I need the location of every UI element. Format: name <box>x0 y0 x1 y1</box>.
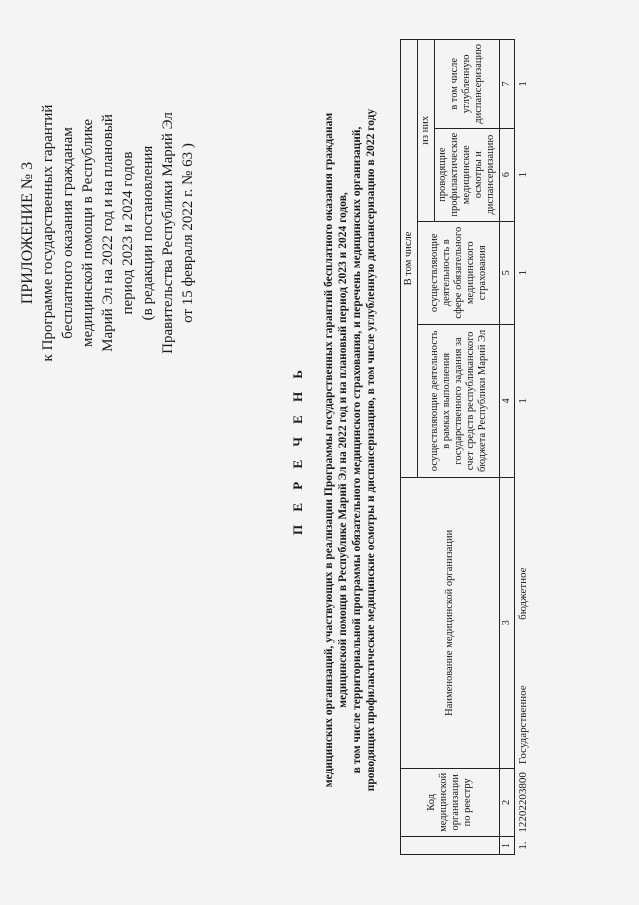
column-number: 7 <box>500 40 515 129</box>
appendix-title: ПРИЛОЖЕНИЕ № 3 <box>19 161 36 305</box>
appendix-line: медицинской помощи в Республике <box>80 118 96 348</box>
subtitle-line: медицинской помощи в Республике Марий Эл на 2022 год и на плановый период 2023 и 2024 годов, <box>337 192 349 708</box>
row-value: 1 <box>517 398 529 404</box>
row-value: 1 <box>517 81 529 87</box>
subtitle-line: проводящих профилактические медицинские осмотры и диспансеризацию, в том числе углубленную диспансеризацию в 2022 году <box>365 108 377 792</box>
row-value: 1 <box>517 269 529 276</box>
appendix-line: период 2023 и 2024 годов <box>120 151 136 315</box>
header-cell-deep-dispensary: в том числе углубленную диспансеризацию <box>435 40 500 129</box>
header-cell-prophylactic: проводящие профилактические медицинские осмотры и диспансеризацию <box>435 128 500 221</box>
appendix-block <box>18 73 198 393</box>
row-index: 1. <box>517 841 529 850</box>
header-cell-code: Код медицинской организации по реестру <box>401 768 500 837</box>
column-number: 6 <box>500 128 515 221</box>
header-cell-of-them: из них <box>418 40 435 222</box>
header-cell-state-task: осуществляющие деятельность в рамках выполнения государственного задания за счет средств республиканского бюджета Республики Марий Эл <box>418 324 500 477</box>
header-cell-in-total: В том числе <box>401 40 418 478</box>
subtitle-line: медицинских организаций, участвующих в реализации Программы государственных гарантий бесплатного оказания гражданам <box>323 112 335 788</box>
organizations-table <box>400 39 531 855</box>
row-name-part: бюджетное <box>517 567 529 620</box>
column-number-row <box>500 40 515 855</box>
appendix-line: бесплатного оказания гражданам <box>60 127 76 339</box>
column-number: 2 <box>500 768 515 837</box>
header-cell-number <box>401 837 500 855</box>
document-title-block <box>290 35 378 865</box>
row-name <box>515 477 532 768</box>
row-code: 12202203800 <box>517 772 529 833</box>
appendix-line: от 15 февраля 2022 г. № 63 ) <box>180 143 196 323</box>
table-row <box>515 40 532 855</box>
column-number: 3 <box>500 477 515 768</box>
row-name-part: Государственное <box>517 685 529 765</box>
appendix-line: Правительства Республики Марий Эл <box>160 112 176 354</box>
subtitle-line: в том числе территориальной программы обязательного медицинского страхования, и перечень медицинских организаций, <box>351 126 363 774</box>
column-number: 4 <box>500 324 515 477</box>
column-number: 1 <box>500 837 515 855</box>
header-cell-oms: осуществляющие деятельность в сфере обязательного медицинского страхования <box>418 221 500 324</box>
column-number: 5 <box>500 221 515 324</box>
document-heading: П Е Р Е Ч Е Н Ь <box>290 364 305 536</box>
appendix-line: к Программе государственных гарантий <box>40 104 56 362</box>
row-value: 1 <box>517 171 529 178</box>
appendix-line: Марий Эл на 2022 год и на плановый <box>100 114 116 352</box>
header-cell-name: Наименование медицинской организации <box>401 477 500 768</box>
appendix-line: (в редакции постановления <box>140 145 156 321</box>
